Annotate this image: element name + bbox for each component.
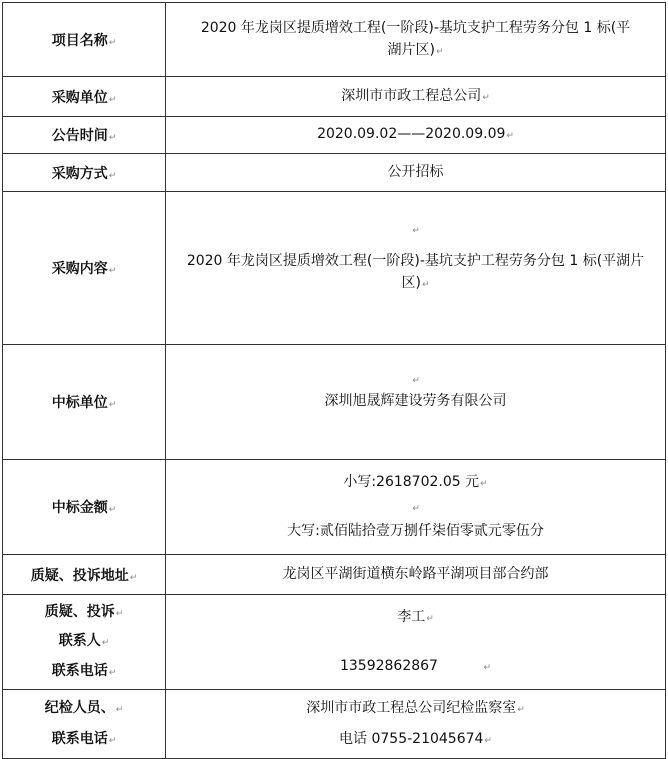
return-mark-icon: ↵ — [480, 479, 488, 490]
project-name-line1: 2020 年龙岗区提质增效工程(一阶段)-基坑支护工程劳务分包 1 标(平 — [200, 19, 631, 36]
discipline-office-line — [166, 693, 665, 724]
label-purchaser — [3, 77, 166, 117]
winner-text: 深圳旭晟辉建设劳务有限公司 — [324, 393, 507, 409]
return-mark-icon: ↵ — [517, 705, 525, 716]
content-gap — [166, 241, 665, 251]
label-text: 采购方式 — [51, 165, 108, 182]
value-amount — [166, 460, 666, 555]
label-text: 中标单位 — [51, 395, 108, 411]
return-mark-icon: ↵ — [108, 133, 117, 143]
return-mark-icon: ↵ — [426, 614, 434, 625]
return-mark-icon: ↵ — [482, 92, 490, 103]
discipline-label-line2: 联系电话 — [51, 731, 108, 747]
return-mark-icon: ↵ — [108, 400, 117, 410]
value-winner — [166, 345, 666, 460]
row-notice-time — [3, 117, 666, 154]
complaint-label-line2: 联系人 — [58, 633, 101, 650]
value-content — [166, 192, 666, 345]
value-purchaser — [166, 77, 666, 117]
award-info-table — [2, 2, 666, 759]
discipline-office: 深圳市市政工程总公司纪检监察室 — [306, 700, 517, 717]
amount-blank — [166, 495, 665, 520]
return-mark-icon: ↵ — [412, 503, 420, 514]
label-discipline — [3, 690, 166, 759]
row-amount — [3, 460, 666, 555]
return-mark-icon: ↵ — [108, 667, 117, 678]
label-text: 采购单位 — [51, 89, 108, 106]
return-mark-icon: ↵ — [421, 279, 430, 290]
value-complaint-address — [166, 555, 666, 595]
discipline-phone-line — [166, 724, 665, 755]
value-project-name — [166, 3, 666, 77]
row-method — [3, 154, 666, 192]
winner-pad — [166, 413, 665, 435]
return-mark-icon: ↵ — [412, 376, 420, 387]
complaint-label-line1-wrap — [3, 598, 165, 627]
content-blank-top — [166, 219, 665, 241]
label-winner — [3, 345, 166, 460]
row-complaint-contact — [3, 595, 666, 690]
amount-upper: 大写:贰佰陆拾壹万捌仟柒佰零贰元零伍分 — [287, 523, 544, 540]
contact-phone-line — [166, 654, 665, 679]
content-line1: 2020 年龙岗区提质增效工程(一阶段)-基坑支护工程劳务分包 1 标(平湖片 — [186, 253, 645, 270]
notice-time-text: 2020.09.02——2020.09.09 — [317, 126, 506, 143]
label-complaint-contact — [3, 595, 166, 690]
complaint-address-text: 龙岗区平湖街道横东岭路平湖项目部合约部 — [282, 565, 549, 582]
project-name-line2: 湖片区) — [387, 41, 435, 58]
complaint-label-line3: 联系电话 — [51, 662, 108, 679]
return-mark-icon: ↵ — [506, 131, 514, 142]
label-text: 公告时间 — [51, 128, 108, 144]
contact-phone: 13592862867 — [339, 658, 438, 675]
row-discipline — [3, 690, 666, 759]
complaint-label-line3-wrap — [3, 657, 165, 686]
winner-line — [166, 391, 665, 413]
label-complaint-address — [3, 555, 166, 595]
row-complaint-address — [3, 555, 666, 595]
return-mark-icon: ↵ — [129, 572, 138, 583]
value-notice-time — [166, 117, 666, 154]
amount-lower-line — [166, 470, 665, 495]
contact-person-line — [166, 605, 665, 630]
label-project-name — [3, 3, 166, 77]
return-mark-icon: ↵ — [484, 736, 492, 746]
return-mark-icon: ↵ — [101, 638, 110, 649]
content-line2-wrap — [166, 273, 665, 295]
purchaser-text: 深圳市市政工程总公司 — [341, 87, 482, 104]
winner-blank-top — [166, 369, 665, 391]
return-mark-icon: ↵ — [115, 705, 124, 716]
label-amount — [3, 460, 166, 555]
project-name-line2-wrap — [166, 40, 665, 62]
return-mark-icon: ↵ — [108, 505, 117, 515]
complaint-label-line2-wrap — [3, 627, 165, 656]
content-line2: 区) — [401, 274, 421, 291]
return-mark-icon: ↵ — [108, 170, 117, 181]
label-text: 项目名称 — [51, 32, 108, 49]
discipline-label-line2-wrap — [3, 724, 165, 755]
return-mark-icon: ↵ — [108, 37, 117, 48]
contact-person: 李工 — [397, 609, 426, 626]
return-mark-icon: ↵ — [108, 736, 117, 746]
row-purchaser — [3, 77, 666, 117]
label-notice-time — [3, 117, 166, 154]
discipline-phone: 电话 0755-21045674 — [339, 731, 484, 747]
row-winner — [3, 345, 666, 460]
label-method — [3, 154, 166, 192]
label-text: 质疑、投诉地址 — [30, 567, 129, 584]
return-mark-icon: ↵ — [483, 663, 492, 674]
amount-upper-line — [166, 519, 665, 544]
value-complaint-contact — [166, 595, 666, 690]
contact-blank — [166, 630, 665, 655]
return-mark-icon: ↵ — [108, 266, 117, 276]
row-project-name — [3, 3, 666, 77]
method-text: 公开招标 — [387, 163, 444, 180]
return-mark-icon: ↵ — [412, 226, 420, 237]
return-mark-icon: ↵ — [115, 608, 124, 619]
discipline-label-line1-wrap — [3, 693, 165, 724]
return-mark-icon: ↵ — [435, 46, 444, 57]
label-text: 采购内容 — [51, 261, 108, 277]
content-pad — [166, 295, 665, 317]
return-mark-icon: ↵ — [108, 94, 117, 105]
amount-lower: 小写:2618702.05 元 — [343, 474, 480, 491]
value-discipline — [166, 690, 666, 759]
label-text: 中标金额 — [51, 500, 108, 516]
label-content — [3, 192, 166, 345]
complaint-label-line1: 质疑、投诉 — [44, 603, 115, 620]
row-content — [3, 192, 666, 345]
discipline-label-line1: 纪检人员、 — [44, 700, 115, 717]
value-method — [166, 154, 666, 192]
